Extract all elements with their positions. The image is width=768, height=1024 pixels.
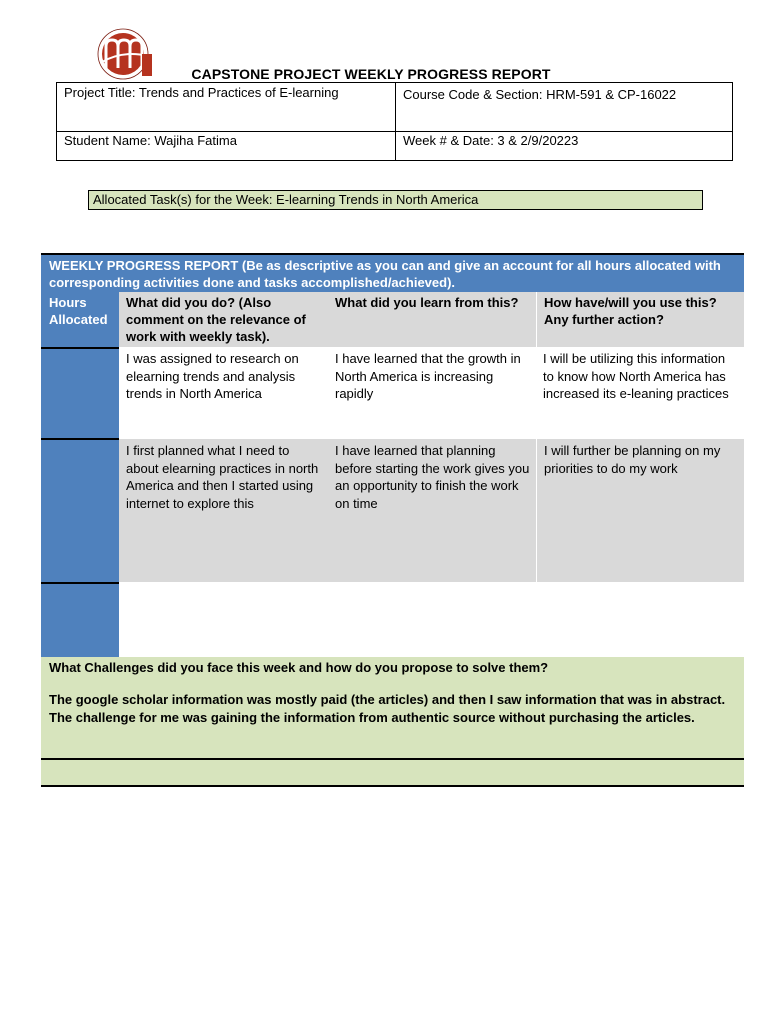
challenges-section: [41, 657, 744, 758]
hours-cell: [41, 349, 119, 438]
table-cell-what-did: [119, 582, 328, 657]
student-name-field: Student Name: Wajiha Fatima: [64, 133, 237, 148]
week-date-field: Week # & Date: 3 & 2/9/20223: [403, 133, 579, 148]
course-code-field: Course Code & Section: HRM-591 & CP-16022: [403, 87, 677, 102]
column-header-how-use: How have/will you use this? Any further action?: [536, 292, 744, 347]
allocated-task-box: Allocated Task(s) for the Week: E-learning Trends in North America: [88, 190, 703, 210]
table-cell-what-learned: [328, 582, 536, 657]
empty-green-row: [41, 760, 744, 785]
hours-cell: [41, 440, 119, 582]
column-header-hours: Hours Allocated: [41, 292, 119, 347]
table-cell-what-learned: I have learned that planning before starting the work gives you an opportunity to finish the work on time: [328, 439, 536, 582]
column-header-what-learned: What did you learn from this?: [328, 292, 536, 347]
challenges-question: What Challenges did you face this week and how do you propose to solve them?: [49, 660, 549, 675]
page-title: CAPSTONE PROJECT WEEKLY PROGRESS REPORT: [191, 66, 551, 82]
weekly-progress-table: [41, 253, 744, 787]
column-header-what-did: What did you do? (Also comment on the relevance of work with weekly task).: [119, 292, 328, 347]
hours-cell: [41, 584, 119, 657]
table-cell-what-did: I first planned what I need to about elearning practices in north America and then I started using internet to explore this: [119, 439, 328, 582]
project-info-table: [56, 82, 733, 161]
table-cell-how-use: I will be utilizing this information to know how North America has increased its e-leaning practices: [543, 351, 729, 401]
table-cell-what-did: I was assigned to research on elearning trends and analysis trends in North America: [126, 351, 299, 401]
project-title-field: Project Title: Trends and Practices of E-learning: [64, 85, 339, 100]
table-cell-how-use: [536, 582, 744, 657]
weekly-report-header: WEEKLY PROGRESS REPORT (Be as descriptive as you can and give an account for all hours allocated with corresponding activities done and tasks accomplished/achieved).: [41, 255, 744, 292]
challenges-answer: The google scholar information was mostly paid (the articles) and then I saw information that was in abstract. The challenge for me was gaining the information from authentic source without purchasing the articles.: [49, 692, 726, 725]
table-cell-how-use: I will further be planning on my priorities to do my work: [536, 439, 744, 582]
table-cell-what-learned: I have learned that the growth in North America is increasing rapidly: [335, 351, 521, 401]
